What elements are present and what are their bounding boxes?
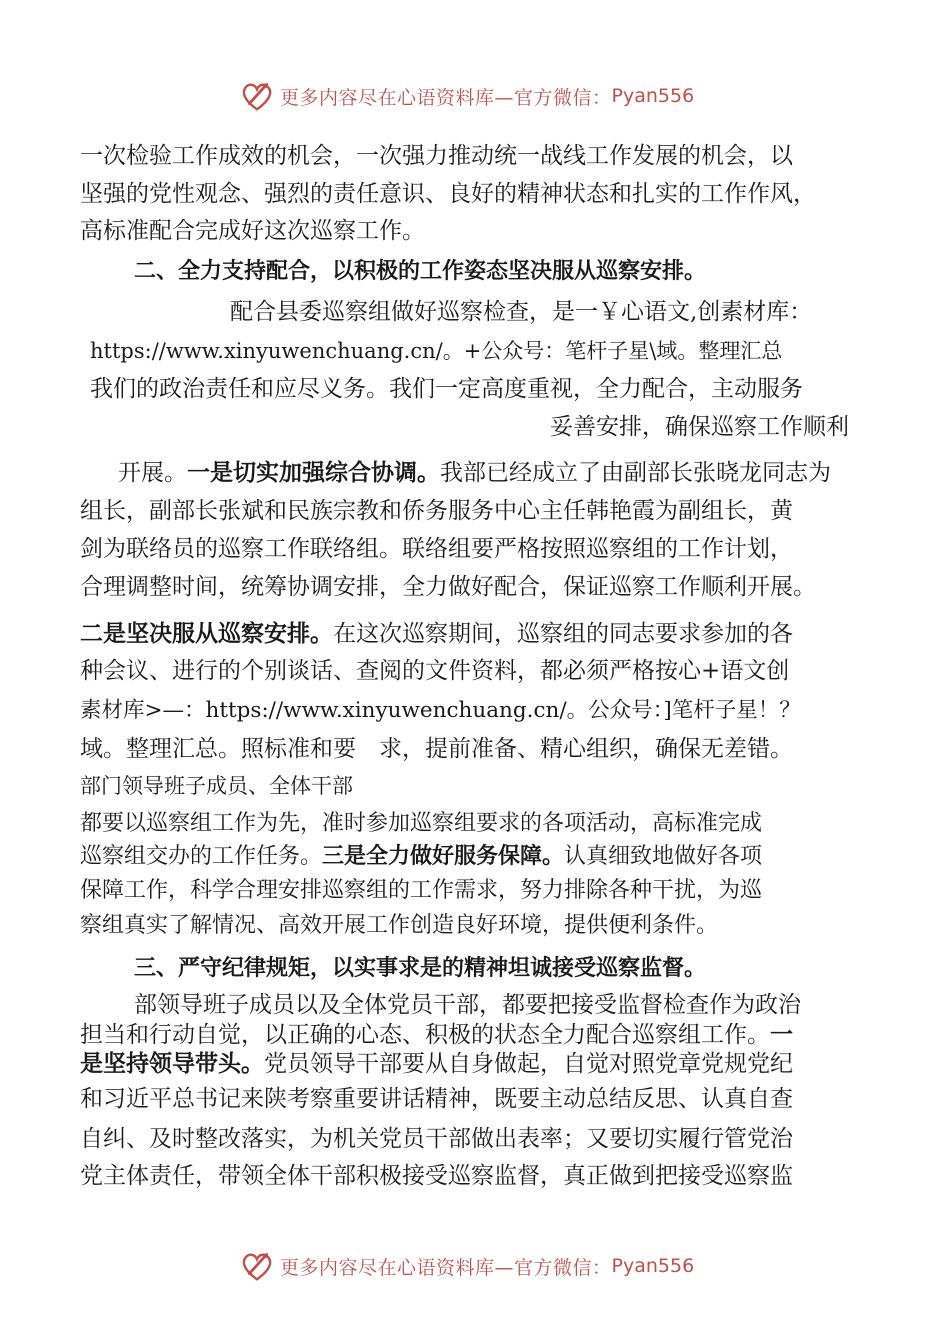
paragraph-line: 和习近平总书记来陕考察重要讲话精神，既要主动总结反思、认真自查 xyxy=(80,1086,793,1112)
watermark-text: 更多内容尽在心语资料库—官方微信： xyxy=(280,1256,612,1279)
paragraph-line: 合理调整时间，统筹协调安排，全力做好配合，保证巡察工作顺利开展。 xyxy=(80,574,816,600)
section-heading-2: 二、全力支持配合，以积极的工作姿态坚决服从巡察安排。 xyxy=(134,259,707,284)
paragraph-line: 高标准配合完成好这次巡察工作。 xyxy=(80,218,425,244)
paragraph-line: 妥善安排，确保巡察工作顺利 xyxy=(550,414,849,440)
section-heading-3: 三、严守纪律规矩，以实事求是的精神坦诚接受巡察监督。 xyxy=(134,956,707,981)
paragraph-line: 一次检验工作成效的机会，一次强力推动统一战线工作发展的机会，以 xyxy=(80,143,793,169)
paragraph-line: 党主体责任，带领全体干部积极接受巡察监督，真正做到把接受巡察监 xyxy=(80,1163,793,1189)
paragraph-line xyxy=(80,1048,793,1080)
point-one-heading-start: 一 xyxy=(770,1022,793,1048)
paragraph-line: 剑为联络员的巡察工作联络组。联络组要严格按照巡察组的工作计划， xyxy=(80,536,793,562)
header-watermark xyxy=(238,76,694,116)
heart-pen-logo-icon xyxy=(238,77,276,115)
text-run: 开展。 xyxy=(118,460,187,486)
paragraph-line: 素材库>—：https://www.xinyuwenchuang.cn/。公众号：]笔杆子星！？ xyxy=(80,698,801,723)
point-three-heading: 三是全力做好服务保障。 xyxy=(322,844,565,869)
watermark-contact: Pyan556 xyxy=(611,1255,695,1277)
text-run: 在这次巡察期间，巡察组的同志要求参加的各 xyxy=(333,621,793,647)
point-one-heading-end: 是坚持领导带头。 xyxy=(80,1051,264,1077)
paragraph-line xyxy=(118,457,831,489)
paragraph-line: 部领导班子成员以及全体党员干部，都要把接受监督检查作为政治 xyxy=(134,992,801,1018)
paragraph-line xyxy=(80,1019,793,1051)
watermark-text: 更多内容尽在心语资料库—官方微信： xyxy=(280,86,612,109)
paragraph-line: 组长，副部长张斌和民族宗教和侨务服务中心主任韩艳霞为副组长，黄 xyxy=(80,498,793,524)
text-run: 认真细致地做好各项 xyxy=(564,844,763,869)
paragraph-line: https://www.xinyuwenchuang.cn/。+公众号：笔杆子星\域。整理汇总 xyxy=(90,339,783,363)
paragraph-line xyxy=(80,841,762,873)
watermark-contact: Pyan556 xyxy=(611,85,695,107)
text-run: 我部已经成立了由副部长张晓龙同志为 xyxy=(440,460,831,486)
paragraph-line: 配合县委巡察组做好巡察检查，是一￥心语文,创素材库： xyxy=(230,299,813,325)
paragraph-line: 域。整理汇总。照标准和要 求，提前准备、精心组织，确保无差错。 xyxy=(80,736,793,762)
paragraph-line: 部门领导班子成员、全体干部 xyxy=(80,774,353,798)
paragraph-line: 察组真实了解情况、高效开展工作创造良好环境，提供便利条件。 xyxy=(80,913,719,938)
paragraph-line: 都要以巡察组工作为先，准时参加巡察组要求的各项活动，高标准完成 xyxy=(80,811,763,836)
text-run: 巡察组交办的工作任务。 xyxy=(80,844,323,869)
paragraph-line: 我们的政治责任和应尽义务。我们一定高度重视，全力配合，主动服务 xyxy=(90,376,803,402)
point-two-heading: 二是坚决服从巡察安排。 xyxy=(80,621,333,647)
paragraph-line: 种会议、进行的个别谈话、查阅的文件资料，都必须严格按心+语文创 xyxy=(80,658,790,684)
footer-watermark xyxy=(238,1246,694,1286)
point-one-heading: 一是切实加强综合协调。 xyxy=(187,460,440,486)
paragraph-line: 自纠、及时整改落实，为机关党员干部做出表率；又要切实履行管党治 xyxy=(80,1126,793,1152)
text-run: 党员领导干部要从自身做起，自觉对照党章党规党纪 xyxy=(264,1051,793,1077)
text-run: 担当和行动自觉，以正确的心态、积极的状态全力配合巡察组工作。 xyxy=(80,1022,770,1048)
paragraph-line: 坚强的党性观念、强烈的责任意识、良好的精神状态和扎实的工作作风， xyxy=(80,181,816,207)
heart-pen-logo-icon xyxy=(238,1247,276,1285)
paragraph-line: 保障工作，科学合理安排巡察组的工作需求，努力排除各种干扰，为巡 xyxy=(80,878,763,903)
paragraph-line xyxy=(80,618,793,650)
